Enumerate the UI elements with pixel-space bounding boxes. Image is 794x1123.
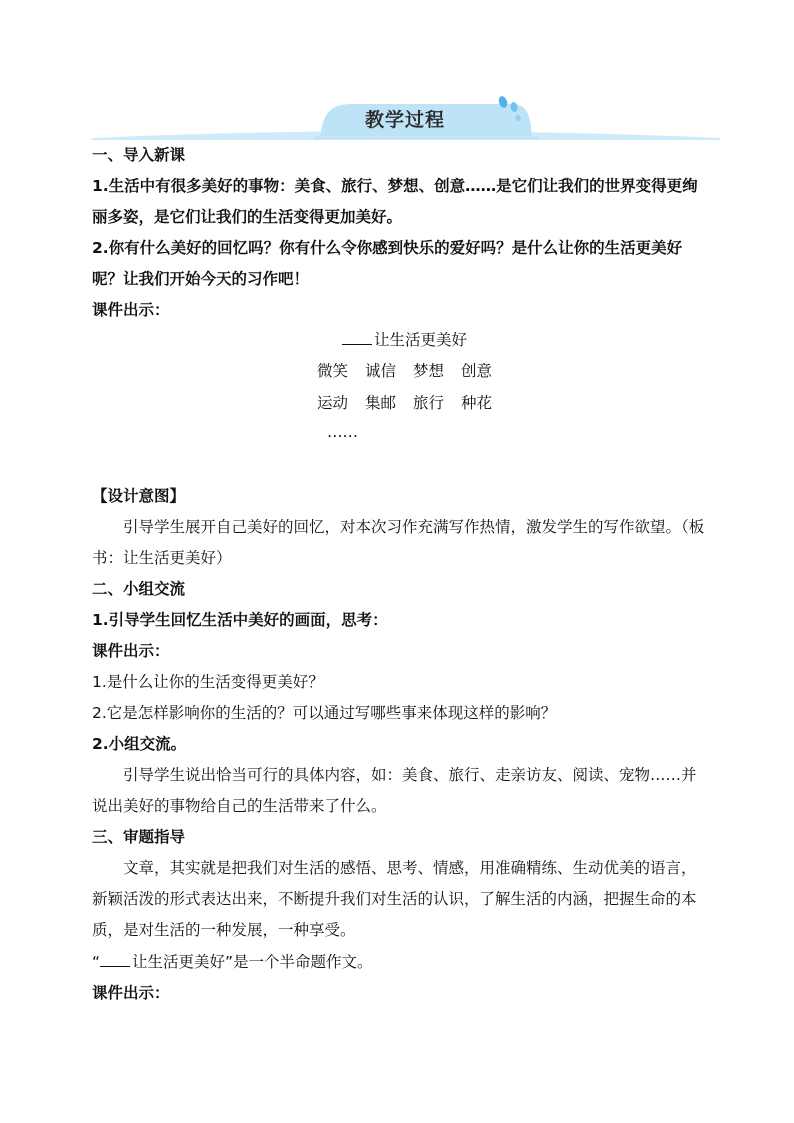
- section2-item1: 1.引导学生回忆生活中美好的画面，思考：: [92, 611, 388, 629]
- water-drop-icon: [494, 94, 524, 122]
- word-item: 梦想: [413, 362, 445, 380]
- section3-quote: [92, 950, 724, 974]
- word-item: 集邮: [365, 394, 397, 412]
- section1-item1-line2: 丽多姿，是它们让我们的生活变得更加美好。: [92, 208, 403, 226]
- section1-item1-line1: 1.生活中有很多美好的事物：美食、旅行、梦想、创意……是它们让我们的世界变得更绚: [92, 177, 698, 195]
- design-intent-line2: 书：让生活更美好）: [92, 549, 232, 567]
- section3-para-line2: 新颖活泼的形式表达出来，不断提升我们对生活的认识，了解生活的内涵，把握生命的本: [92, 890, 697, 908]
- courseware-label: 课件出示：: [92, 301, 170, 319]
- section3-para-line3: 质，是对生活的一种发展，一种享受。: [92, 921, 356, 939]
- section2-item2: 2.小组交流。: [92, 735, 187, 753]
- question-1: 1.是什么让你的生活变得更美好？: [92, 673, 324, 691]
- quote-open: “: [92, 953, 101, 971]
- section1-item2-line1: 2.你有什么美好的回忆吗？你有什么令你感到快乐的爱好吗？是什么让你的生活更美好: [92, 239, 683, 257]
- fill-blank: [342, 328, 372, 345]
- section2-para-line2: 说出美好的事物给自己的生活带来了什么。: [92, 797, 387, 815]
- section3-para-line1: 文章，其实就是把我们对生活的感悟、思考、情感，用准确精练、生动优美的语言，: [123, 859, 697, 877]
- word-row-1: [317, 359, 509, 383]
- question-2: 2.它是怎样影响你的生活的？可以通过写哪些事来体现这样的影响？: [92, 704, 557, 722]
- design-intent-heading: 【设计意图】: [92, 487, 186, 505]
- word-item: 运动: [317, 394, 349, 412]
- ellipsis: ……: [327, 423, 358, 441]
- courseware-title: [342, 328, 467, 352]
- word-item: 种花: [461, 394, 493, 412]
- courseware-label: 课件出示：: [92, 642, 170, 660]
- quote-text: 让生活更美好”是一个半命题作文。: [132, 953, 373, 971]
- section2-para-line1: 引导学生说出恰当可行的具体内容，如：美食、旅行、走亲访友、阅读、宠物……并: [123, 766, 697, 784]
- word-item: 创意: [461, 362, 493, 380]
- word-item: 诚信: [365, 362, 397, 380]
- section-heading-2: 二、小组交流: [92, 580, 186, 598]
- page-title: 教学过程: [364, 108, 445, 131]
- courseware-label: 课件出示：: [92, 984, 170, 1002]
- fill-blank: [100, 950, 130, 967]
- design-intent-line1: 引导学生展开自己美好的回忆，对本次习作充满写作热情，激发学生的写作欲望。（板: [123, 518, 705, 536]
- word-item: 微笑: [317, 362, 349, 380]
- section-heading-1: 一、导入新课: [92, 146, 186, 164]
- word-item: 旅行: [413, 394, 445, 412]
- courseware-title-text: 让生活更美好: [374, 331, 468, 349]
- section1-item2-line2: 呢？让我们开始今天的习作吧！: [92, 270, 310, 288]
- section-heading-3: 三、审题指导: [92, 828, 186, 846]
- word-row-2: [317, 391, 509, 415]
